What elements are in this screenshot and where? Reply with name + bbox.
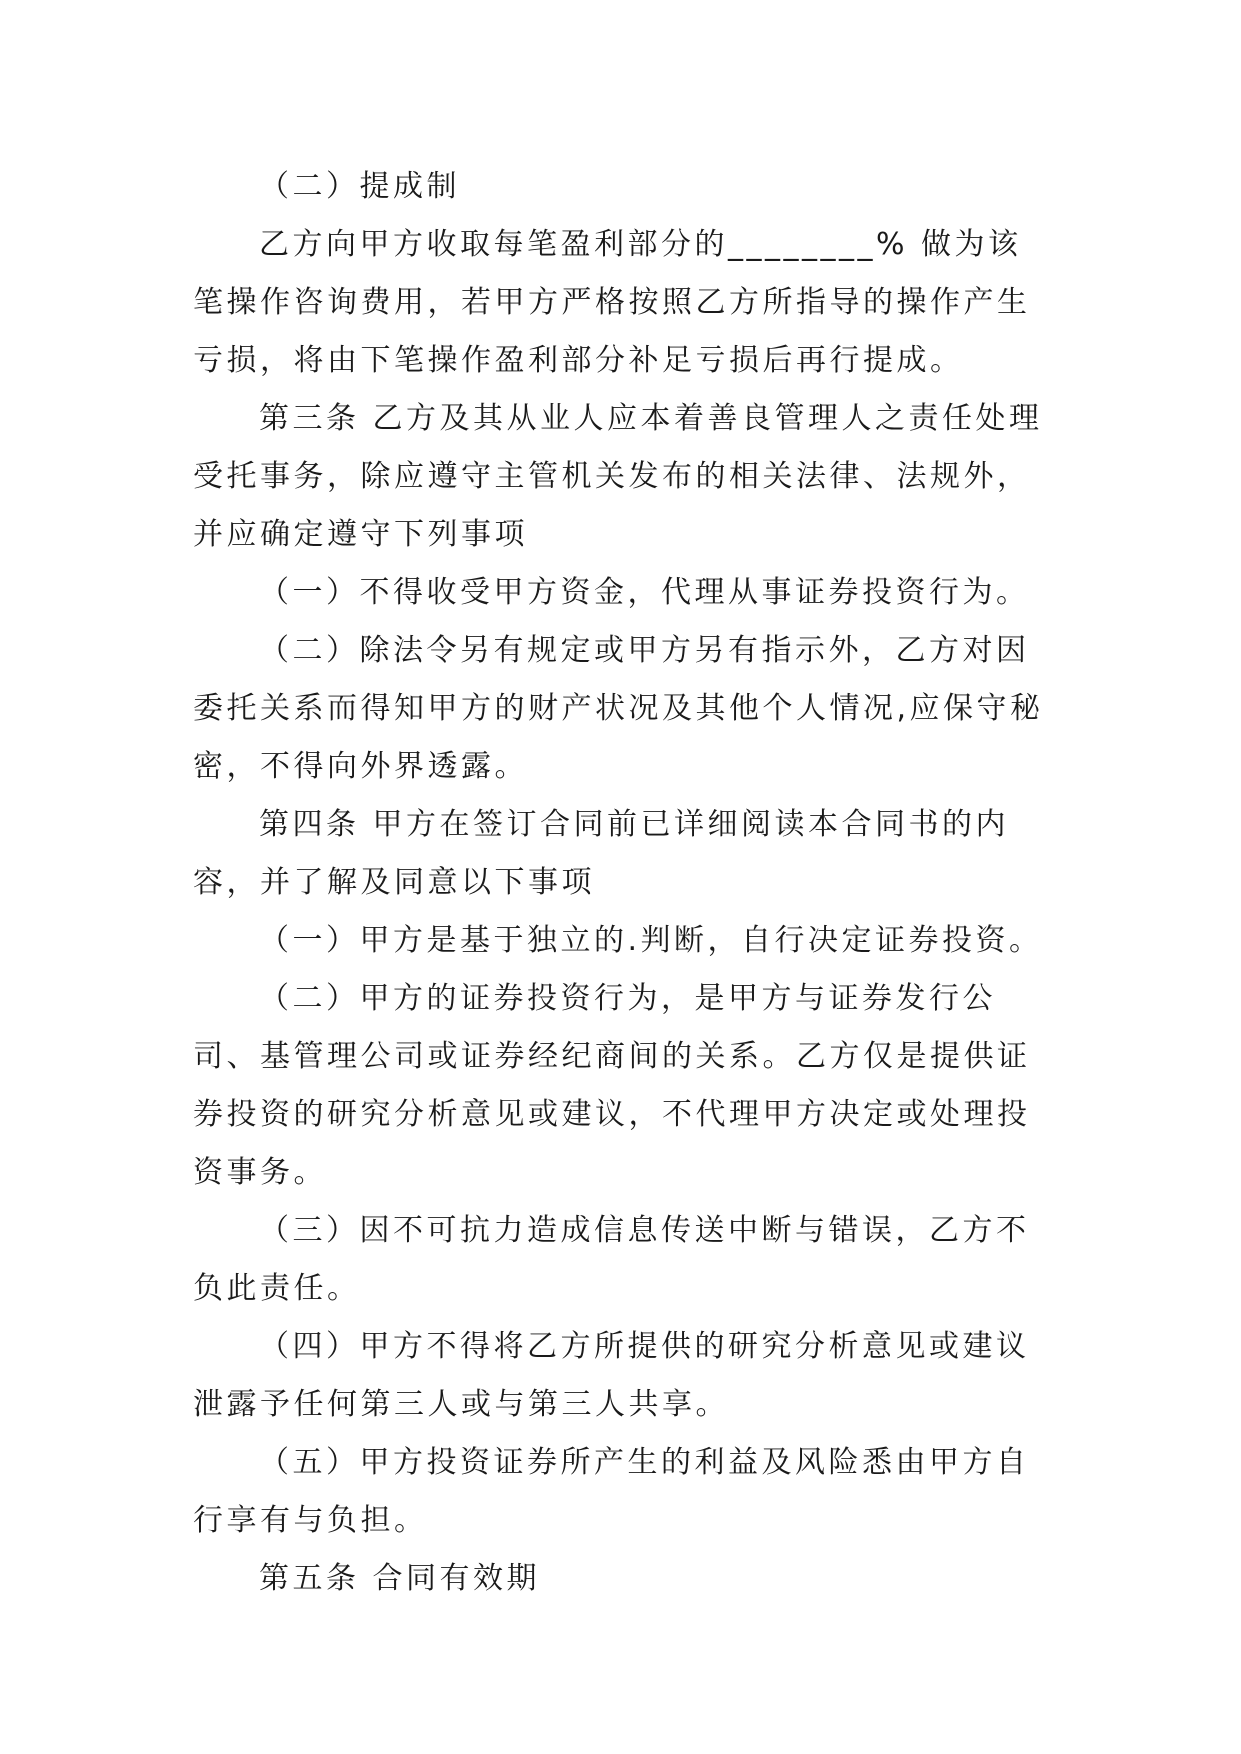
paragraph-article-4: 第四条 甲方在签订合同前已详细阅读本合同书的内容，并了解及同意以下事项	[193, 807, 1010, 900]
paragraph-article-3-item-1: （一）不得收受甲方资金，代理从事证券投资行为。	[259, 575, 1030, 610]
paragraph-article-4-item-3: （三）因不可抗力造成信息传送中断与错误，乙方不负此责任。	[193, 1213, 1030, 1306]
paragraph-article-4-item-5: （五）甲方投资证券所产生的利益及风险悉由甲方自行享有与负担。	[193, 1445, 1030, 1538]
paragraph-article-3-item-2: （二）除法令另有规定或甲方另有指示外，乙方对因委托关系而得知甲方的财产状况及其他个人情况,应保守秘密，不得向外界透露。	[193, 633, 1044, 784]
paragraph-commission-terms: 乙方向甲方收取每笔盈利部分的________% 做为该笔操作咨询费用，若甲方严格按照乙方所指导的操作产生亏损，将由下笔操作盈利部分补足亏损后再行提成。	[193, 227, 1031, 378]
paragraph-article-4-item-1: （一）甲方是基于独立的.判断，自行决定证券投资。	[259, 923, 1043, 958]
paragraph-article-4-item-4: （四）甲方不得将乙方所提供的研究分析意见或建议泄露予任何第三人或与第三人共享。	[193, 1329, 1030, 1422]
document-body	[193, 158, 1053, 1608]
paragraph-article-5: 第五条 合同有效期	[259, 1561, 541, 1596]
paragraph-article-3: 第三条 乙方及其从业人应本着善良管理人之责任处理受托事务，除应遵守主管机关发布的相关法律、法规外，并应确定遵守下列事项	[193, 401, 1043, 552]
paragraph-commission-heading: （二）提成制	[259, 169, 460, 204]
paragraph-article-4-item-2: （二）甲方的证券投资行为，是甲方与证券发行公司、基管理公司或证券经纪商间的关系。乙方仅是提供证券投资的研究分析意见或建议，不代理甲方决定或处理投资事务。	[193, 981, 1031, 1190]
